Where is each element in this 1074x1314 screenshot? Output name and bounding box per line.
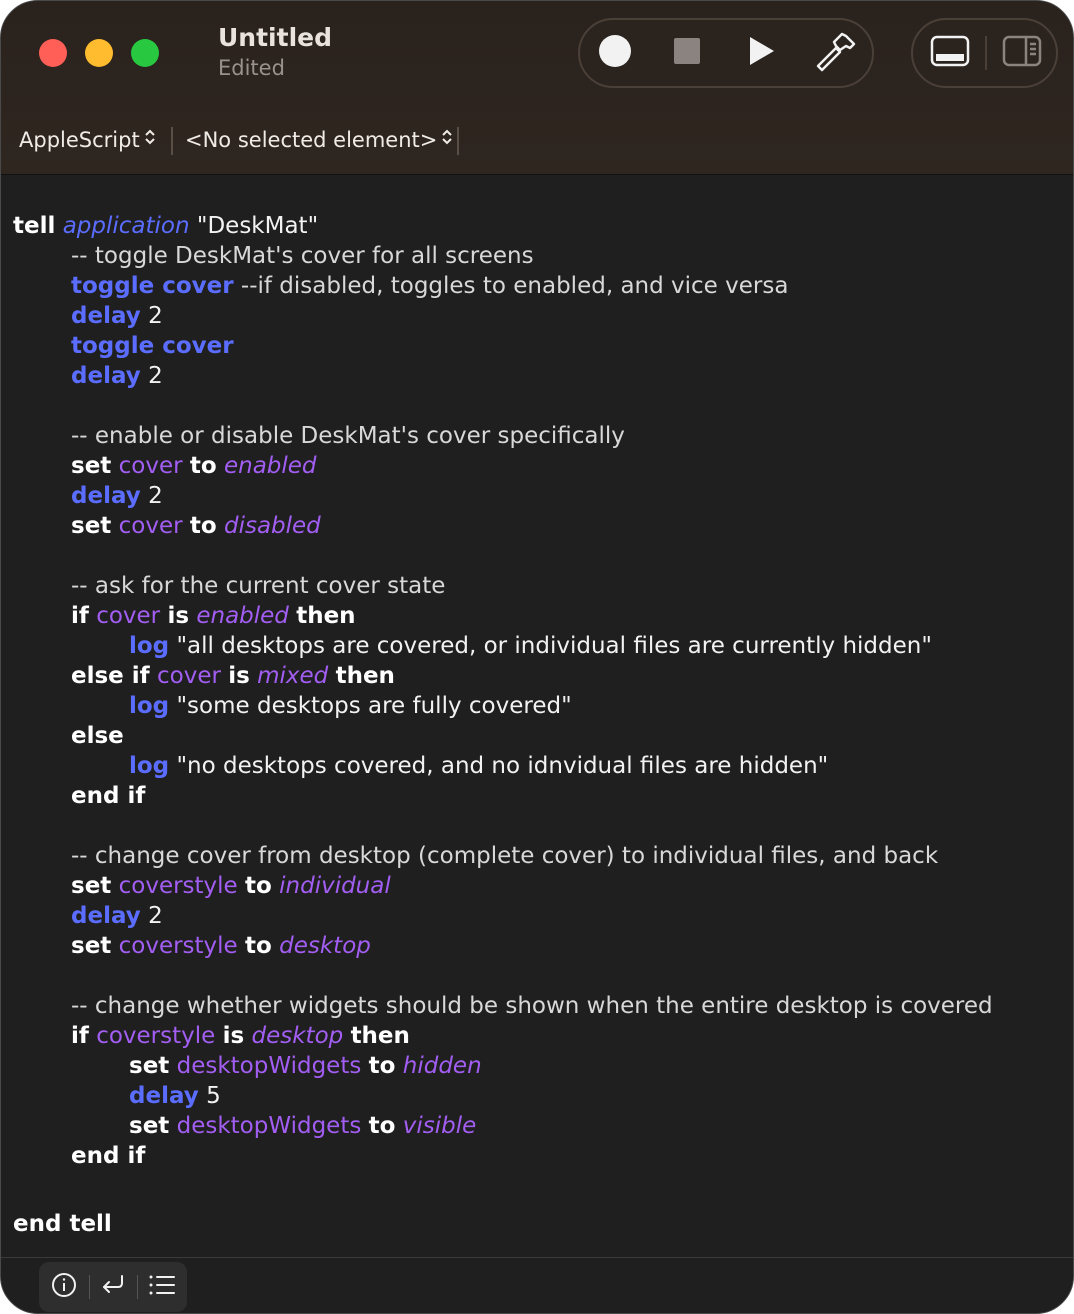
result-button[interactable] (90, 1262, 136, 1312)
code-line: else if cover is mixed then (71, 663, 395, 689)
code-line: delay 2 (71, 363, 163, 389)
compile-button[interactable] (802, 20, 868, 86)
code-line: if coverstyle is desktop then (71, 1023, 410, 1049)
segment-divider (137, 1275, 138, 1299)
log-button[interactable] (139, 1262, 185, 1312)
show-inspector-button[interactable] (989, 20, 1055, 86)
language-popup[interactable] (19, 127, 156, 152)
code-line: end tell (13, 1211, 112, 1237)
element-label: <No selected element> (185, 127, 438, 152)
stop-icon (672, 36, 702, 70)
code-line: log "all desktops are covered, or individual files are currently hidden" (129, 633, 932, 659)
blank-line (13, 961, 1073, 991)
nav-divider (457, 127, 459, 155)
code-line: -- change whether widgets should be shown when the entire desktop is covered (71, 993, 993, 1019)
code-line: log "no desktops covered, and no idnvidual files are hidden" (129, 753, 829, 779)
code-line: -- enable or disable DeskMat's cover specifically (71, 423, 625, 449)
toolbar-divider (985, 36, 987, 70)
record-icon (597, 33, 633, 73)
run-button[interactable] (728, 20, 794, 86)
code-line: if cover is enabled then (71, 603, 356, 629)
bottom-bar (1, 1257, 1073, 1314)
code-line: end if (71, 1143, 146, 1169)
chevron-updown-icon (441, 127, 453, 152)
code-line: toggle cover --if disabled, toggles to enabled, and vice versa (71, 273, 789, 299)
script-controls (578, 18, 874, 88)
play-icon (746, 35, 776, 71)
code-line: delay 2 (71, 483, 163, 509)
result-view-selector (39, 1262, 187, 1312)
info-icon (51, 1272, 77, 1302)
code-line: set cover to disabled (71, 513, 321, 539)
view-controls (911, 18, 1058, 88)
code-line: toggle cover (71, 333, 234, 359)
record-button[interactable] (582, 20, 648, 86)
code-line: tell application "DeskMat" (13, 213, 319, 239)
document-status: Edited (218, 56, 285, 80)
code-line: delay 2 (71, 303, 163, 329)
titlebar (1, 1, 1073, 175)
code-line: set desktopWidgets to visible (129, 1113, 477, 1139)
right-sidebar-icon (1002, 35, 1042, 71)
close-button[interactable] (39, 39, 67, 67)
code-line: -- toggle DeskMat's cover for all screens (71, 243, 534, 269)
nav-divider (171, 127, 173, 155)
minimize-button[interactable] (85, 39, 113, 67)
code-line: end if (71, 783, 146, 809)
language-label: AppleScript (19, 127, 140, 152)
list-icon (148, 1274, 176, 1300)
script-editor[interactable] (1, 176, 1073, 1257)
code-line: else (71, 723, 124, 749)
hammer-icon (812, 28, 858, 78)
document-title[interactable]: Untitled (218, 23, 332, 52)
blank-line (13, 391, 1073, 421)
bottom-panel-icon (930, 35, 970, 71)
zoom-button[interactable] (131, 39, 159, 67)
navigation-bar (1, 115, 1073, 169)
code-line: log "some desktops are fully covered" (129, 693, 572, 719)
stop-button[interactable] (654, 20, 720, 86)
code-line: delay 5 (129, 1083, 221, 1109)
element-popup[interactable] (185, 127, 453, 152)
chevron-updown-icon (144, 127, 156, 152)
code-line: set coverstyle to individual (71, 873, 391, 899)
code-line: set cover to enabled (71, 453, 317, 479)
code-line: delay 2 (71, 903, 163, 929)
blank-line (13, 811, 1073, 841)
code-line: set desktopWidgets to hidden (129, 1053, 482, 1079)
show-log-button[interactable] (917, 20, 983, 86)
code-line: -- change cover from desktop (complete cover) to individual files, and back (71, 843, 939, 869)
code-line: -- ask for the current cover state (71, 573, 446, 599)
blank-line (13, 541, 1073, 571)
blank-line (13, 1171, 1073, 1209)
description-button[interactable] (41, 1262, 87, 1312)
return-arrow-icon (100, 1273, 126, 1301)
code-line: set coverstyle to desktop (71, 933, 371, 959)
